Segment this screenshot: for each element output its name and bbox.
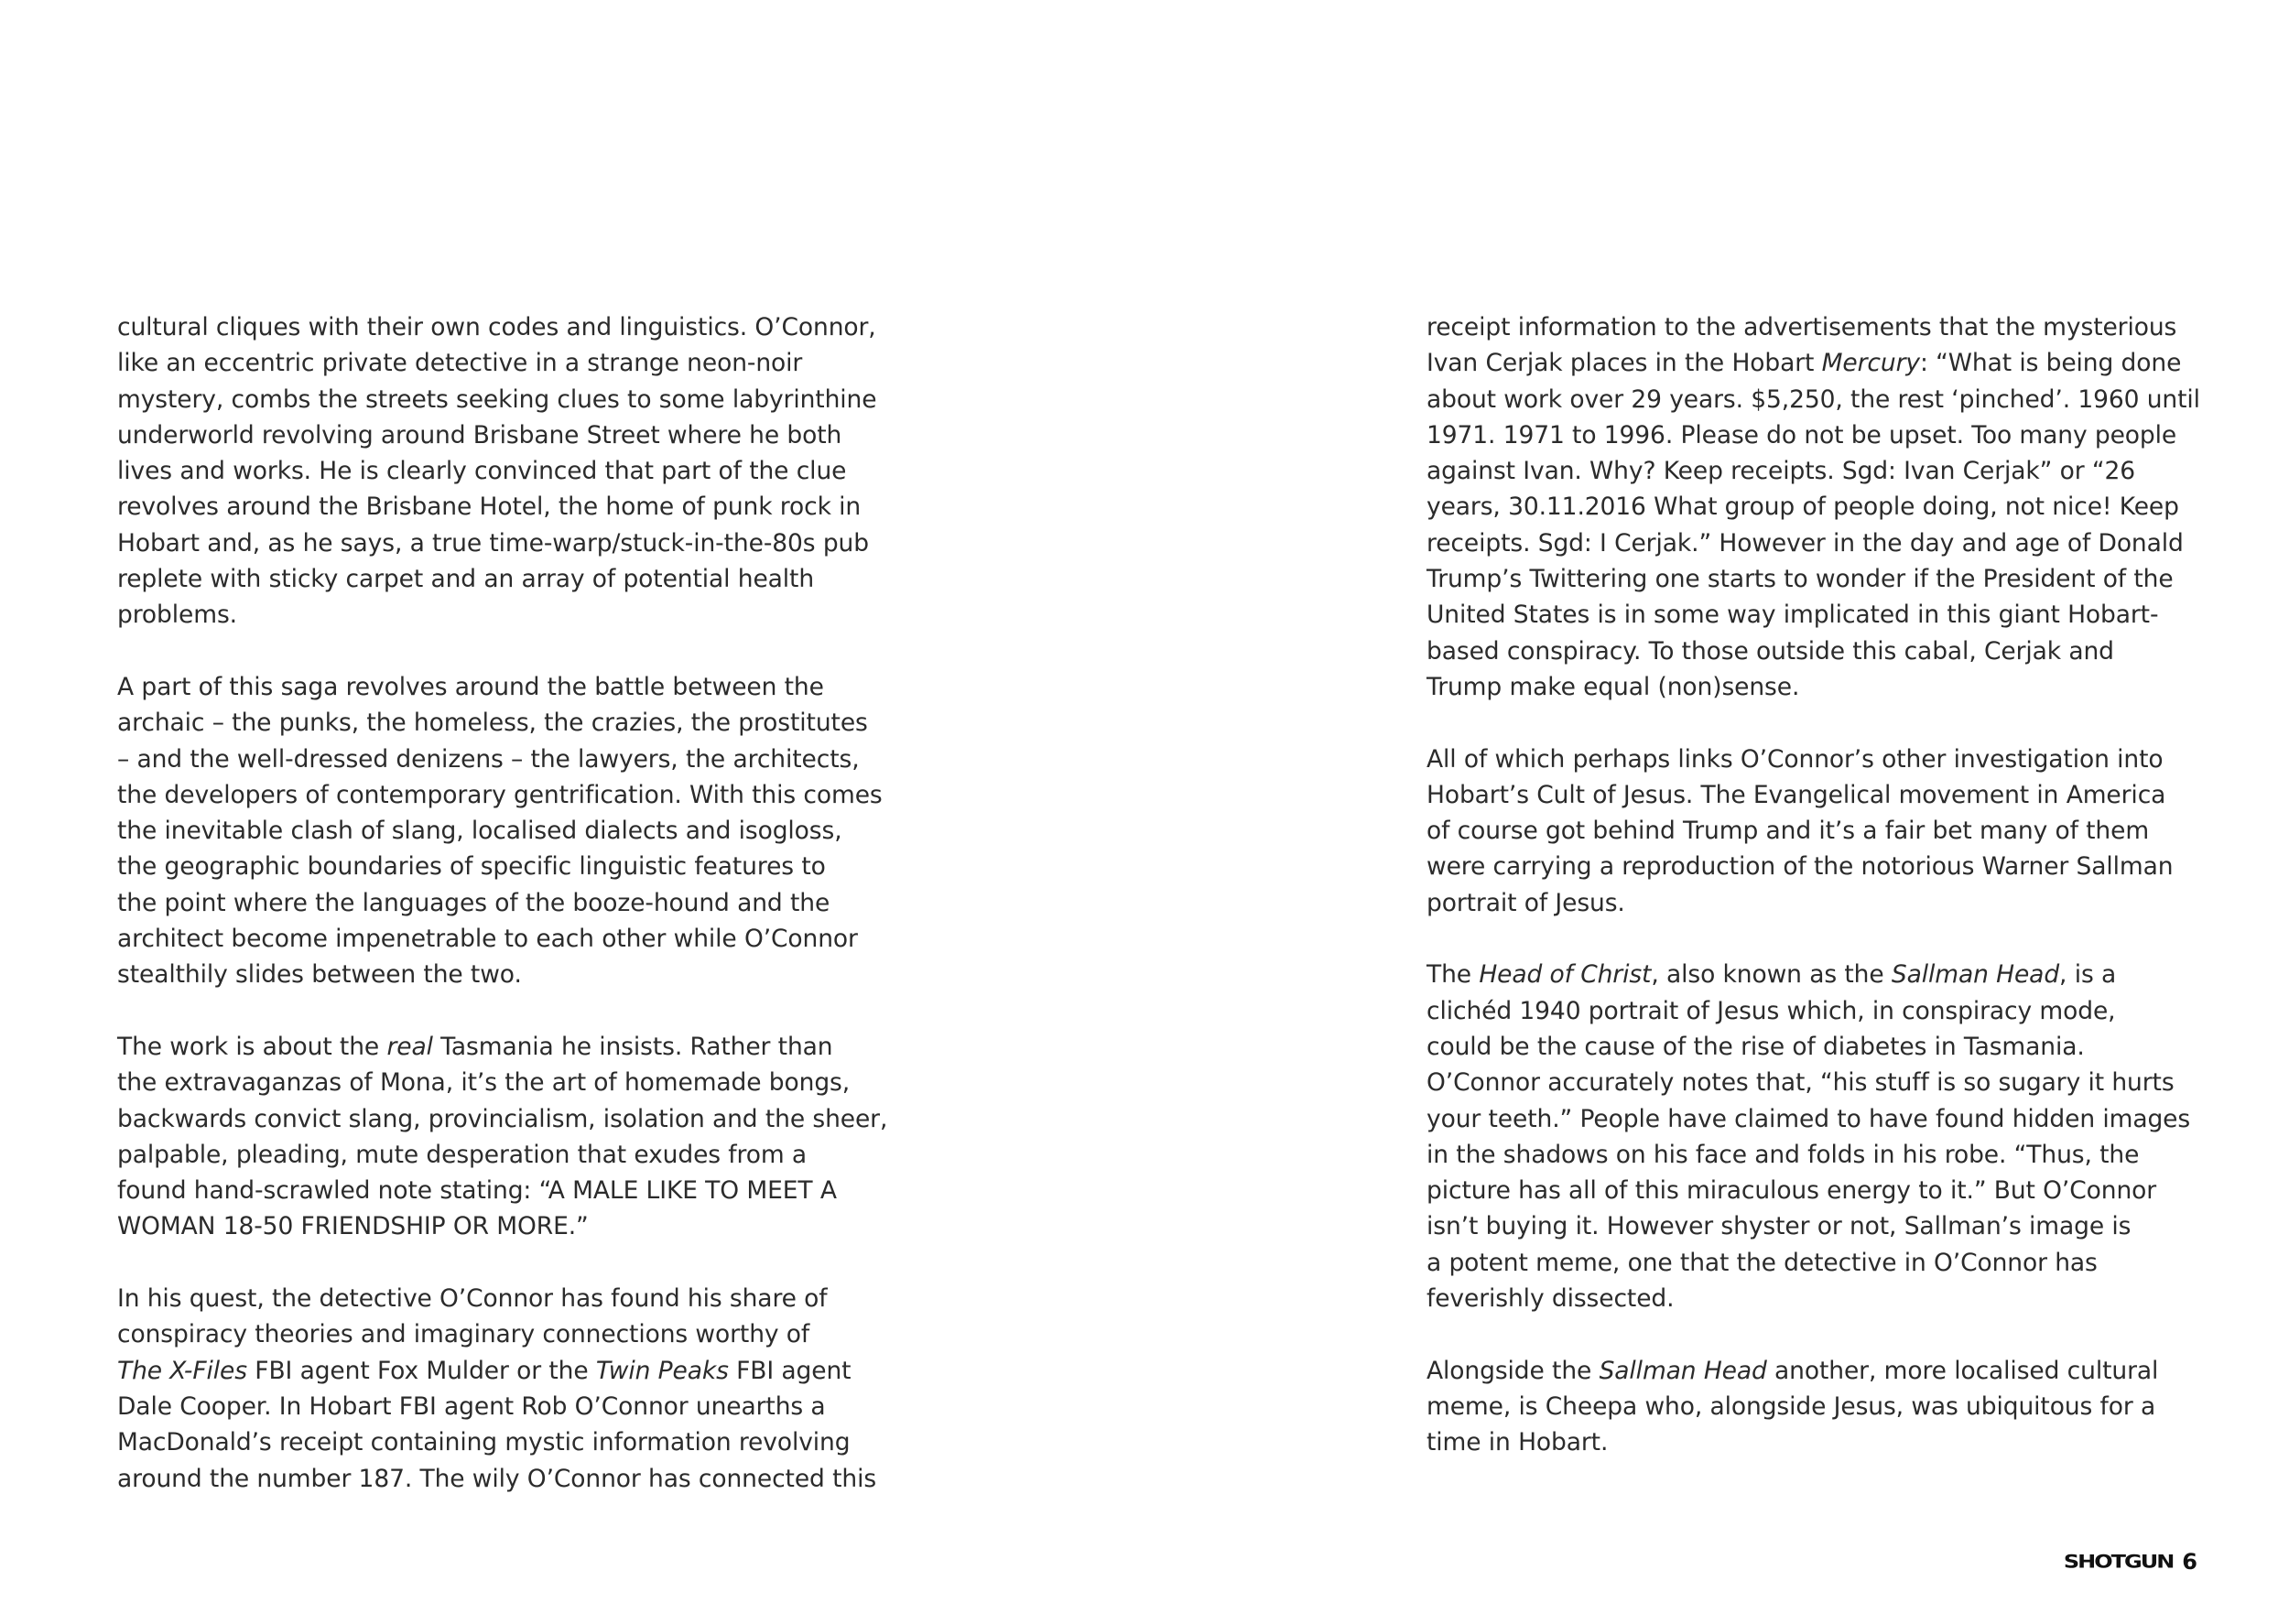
paragraph-text: FBI agent Fox Mulder or the (246, 1356, 596, 1385)
paragraph-text: cultural cliques with their own codes and linguistics. O’Connor, like an eccentric private detective in a strange neon-noir mystery, combs the streets seeking clues to some labyrinthine underworld revolving around Brisbane Street where he both lives and works. He is clearly convinced that part of the clue revolves around the Brisbane Hotel, the home of punk rock in Hobart and, as he says, a true time-warp/stuck-in-the-80s pub replete with sticky carpet and an array of potential health problems. (117, 313, 877, 630)
paragraph-text: , also known as the (1651, 960, 1892, 990)
body-paragraph (1427, 957, 2207, 1316)
paragraph-text: A part of this saga revolves around the battle between the archaic – the punks, the homeless, the crazies, the prostitutes – and the well-dressed denizens – the lawyers, the architects, the developers of contemporary gentrification. With this comes the inevitable clash of slang, localised dialects and isogloss, the geographic boundaries of specific linguistic features to the point where the languages of the booze-hound and the architect become impenetrable to each other while O’Connor stealthily slides between the two. (117, 672, 883, 990)
body-paragraph (1427, 742, 2207, 921)
paragraph-text: receipt information to the advertisements that the mysterious Ivan Cerjak places in the Hobart (1427, 313, 2177, 378)
italic-title-text: Sallman Head (1891, 960, 2060, 990)
italic-title-text: Sallman Head (1599, 1356, 1767, 1385)
paragraph-text: Alongside the (1427, 1356, 1600, 1385)
publication-wordmark: SHOTGUN (2063, 1551, 2174, 1573)
body-paragraph (117, 1029, 905, 1245)
body-paragraph (117, 309, 905, 633)
page-number: 6 (2182, 1549, 2197, 1575)
italic-title-text: Twin Peaks (595, 1356, 729, 1385)
left-text-column (117, 309, 905, 1497)
paragraph-text: , is a clichéd 1940 portrait of Jesus which, in conspiracy mode, could be the cause of the rise of diabetes in Tasmania. O’Connor accurately notes that, “his stuff is so sugary it hurts your teeth.” People have claimed to have found hidden images in the shadows on his face and folds in his robe. “Thus, the picture has all of this miraculous energy to it.” But O’Connor isn’t buying it. However shyster or not, Sallman’s image is a potent meme, one that the detective in O’Connor has feverishly dissected. (1427, 960, 2191, 1314)
body-paragraph (117, 669, 905, 993)
italic-title-text: Head of Christ (1479, 960, 1652, 990)
paragraph-text: The work is about the (117, 1032, 387, 1061)
paragraph-text: Tasmania he insists. Rather than the extravaganzas of Mona, it’s the art of homemade bongs, backwards convict slang, provincialism, isolation and the sheer, palpable, pleading, mute desperation that exudes from a found hand-scrawled note stating: “A MALE LIKE TO MEET A WOMAN 18-50 FRIENDSHIP OR MORE.” (117, 1032, 888, 1241)
paragraph-text: FBI agent Dale Cooper. In Hobart FBI agent Rob O’Connor unearths a MacDonald’s receipt containing mystic information revolving around the number 187. The wily O’Connor has connected this (117, 1356, 877, 1493)
body-paragraph (1427, 309, 2207, 705)
right-text-column (1427, 309, 2207, 1461)
italic-title-text: real (386, 1032, 433, 1061)
body-paragraph (117, 1281, 905, 1497)
paragraph-text: : “What is being done about work over 29 years. $5,250, the rest ‘pinched’. 1960 until 1971. 1971 to 1996. Please do not be upset. Too many people against Ivan. Why? Keep receipts. Sgd: Ivan Cerjak” or “26 years, 30.11.2016 What group of people doing, not nice! Keep receipts. Sgd: I Cerjak.” However in the day and age of Donald Trump’s Twittering one starts to wonder if the President of the United States is in some way implicated in this giant Hobart- based conspiracy. To those outside this cabal, Cerjak and Trump make equal (non)sense. (1427, 349, 2200, 701)
paragraph-text: The (1427, 960, 1480, 990)
paragraph-text: another, more localised cultural meme, is Cheepa who, alongside Jesus, was ubiquitous for a time in Hobart. (1427, 1356, 2159, 1457)
italic-title-text: Mercury (1821, 349, 1920, 378)
paragraph-text: In his quest, the detective O’Connor has found his share of conspiracy theories and imaginary connections worthy of (117, 1284, 828, 1349)
paragraph-text: All of which perhaps links O’Connor’s other investigation into Hobart’s Cult of Jesus. The Evangelical movement in America of course got behind Trump and it’s a fair bet many of them were carrying a reproduction of the notorious Warner Sallman portrait of Jesus. (1427, 744, 2174, 917)
page-footer (2064, 1549, 2197, 1575)
body-paragraph (1427, 1353, 2207, 1461)
italic-title-text: The X-Files (117, 1356, 247, 1385)
